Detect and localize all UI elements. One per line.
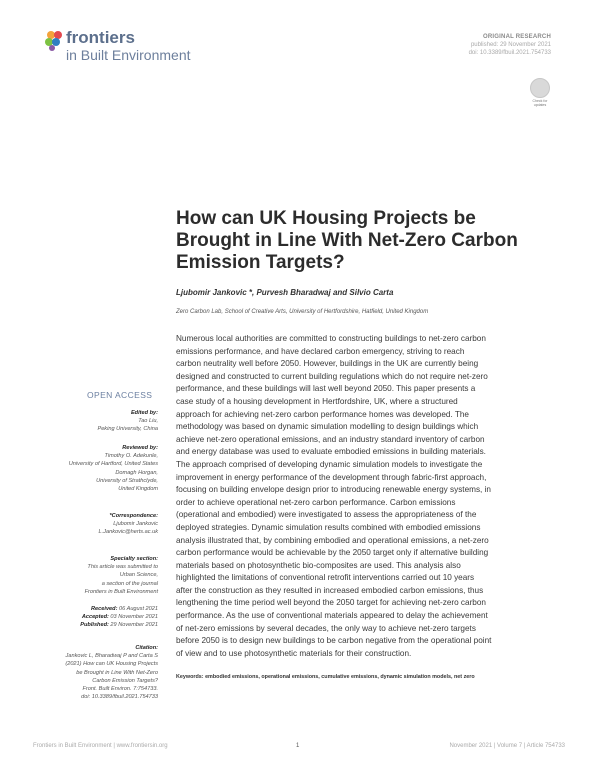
reviewer-affiliation: University of Strathclyde,: [96, 477, 158, 484]
citation-section: [30, 644, 158, 701]
published-label: Published:: [80, 622, 109, 629]
specialty-line: Urban Science,: [119, 572, 158, 579]
editor-name: Tao Liu,: [138, 418, 158, 425]
title-line: Emission Targets?: [176, 252, 345, 273]
abstract-line: case study of a housing development in Hertfordshire, UK, where a structured: [176, 396, 458, 406]
abstract-line: carbon neutrality well before 2050. However, buildings in the UK are currently being: [176, 359, 479, 369]
specialty-label: Specialty section:: [110, 556, 158, 562]
abstract-line: performance. As the use of conventional materials appeared to delay the achievement: [176, 611, 488, 621]
logo-wordmark: frontiers: [66, 28, 135, 47]
citation-line: Carbon Emission Targets?: [92, 677, 158, 684]
specialty-line: This article was submitted to: [87, 564, 158, 571]
dates-section: [30, 605, 158, 630]
article-type: ORIGINAL RESEARCH: [483, 34, 551, 40]
reviewer-affiliation: United Kingdom: [118, 486, 158, 493]
abstract-line: highlighted the limitations of conventional retrofit interventions carried out 10 years: [176, 573, 475, 583]
check-updates-label: Check for updates: [532, 99, 548, 107]
published-date: published: 29 November 2021: [470, 42, 551, 48]
received-label: Received:: [91, 606, 118, 612]
received-date: 06 August 2021: [119, 606, 158, 612]
abstract-line: focusing on building envelope design prior to introducing renewable energy systems, in: [176, 485, 491, 495]
abstract-line: lengthening the time period well beyond the 2050 target for achieving net-zero carbon: [176, 598, 486, 608]
frontiers-logo[interactable]: [44, 27, 244, 67]
footer-journal[interactable]: Frontiers in Built Environment | www.frontiersin.org: [33, 743, 168, 749]
specialty-line: Frontiers in Built Environment: [84, 588, 158, 595]
correspondence-section: [30, 512, 158, 537]
citation-line: Jankovic L, Bharadwaj P and Carta S: [65, 653, 158, 660]
abstract-line: achieve net-zero operational emissions, and an industry standard inventory of carbon: [176, 434, 485, 444]
frontiers-logo-icon: [44, 29, 66, 51]
abstract-line: carbon performance would be achievable by the 2050 target only if alternative building: [176, 548, 489, 558]
abstract-line: performance, and these buildings will last well beyond 2050. This paper presents a: [176, 384, 476, 394]
specialty-line: a section of the journal: [101, 580, 158, 587]
abstract-line: of view and to use photosynthetic materials for their construction.: [176, 648, 412, 658]
abstract-line: order to achieve operational net-zero carbon performance. Carbon emissions: [176, 497, 456, 507]
reviewer-name: Timothy O. Adekunle,: [104, 453, 158, 460]
article-title: [176, 208, 566, 274]
citation-line: be Brought in Line With Net-Zero: [76, 669, 158, 676]
citation-line: Front. Built Environ. 7:754733.: [82, 686, 158, 693]
keywords-list: embodied emissions, operational emissions, cumulative emissions, dynamic simulation models, net zero: [205, 674, 475, 680]
title-line: How can UK Housing Projects be: [176, 208, 476, 229]
author-list: Ljubomir Jankovic *, Purvesh Bharadwaj and Silvio Carta: [176, 288, 394, 297]
abstract-line: improvement in energy performance of the development through fabric-first approach,: [176, 472, 487, 482]
abstract-line: of net-zero emissions by several decades, the only way to achieve net-zero targets: [176, 623, 476, 633]
reviewer-affiliation: University of Hartford, United States: [68, 461, 158, 468]
published-date-side: 29 November 2021: [110, 622, 158, 629]
accepted-label: Accepted:: [81, 614, 109, 621]
reviewed-by-section: [30, 444, 158, 493]
abstract: [176, 333, 551, 660]
abstract-line: materials based on photosynthetic bio-composites are used. This analysis also: [176, 560, 461, 570]
abstract-line: methodology was based on dynamic simulation modelling to design buildings which: [176, 422, 479, 432]
author-affiliation: Zero Carbon Lab, School of Creative Arts, University of Hertfordshire, Hatfield, United Kingdom: [176, 309, 429, 315]
abstract-line: analysis illustrated that, by combining embodied and operational emissions, a net-zero: [176, 535, 489, 545]
abstract-line: deployed strategies. Dynamic simulation results combined with embodied emissions: [176, 522, 481, 532]
footer-page-number: 1: [296, 743, 300, 749]
article-meta: [351, 33, 551, 57]
abstract-line: after the construction as they resulted in increased embodied carbon emissions, thus: [176, 585, 484, 595]
abstract-line: (operational and embodied) were investigated to assess the appropriateness of the: [176, 510, 477, 520]
keywords-label: Keywords:: [176, 674, 204, 680]
correspondence-name: Ljubomir Jankovic: [113, 521, 158, 528]
journal-name: in Built Environment: [66, 47, 191, 63]
reviewer-name: Domagh Horgan,: [115, 469, 158, 476]
citation-line[interactable]: doi: 10.3389/fbuil.2021.754733: [81, 694, 158, 701]
accepted-date: 03 November 2021: [110, 614, 158, 621]
abstract-line: designed and constructed to current building regulations which do not require net-zero: [176, 371, 488, 381]
citation-line: (2021) How can UK Housing Projects: [65, 661, 158, 668]
abstract-line: and energy database was used to evaluate embodied emissions in building materials.: [176, 447, 486, 457]
abstract-line: before 2050 is to design new buildings to be carbon negative from the operational point: [176, 636, 492, 646]
edited-by-section: [30, 409, 158, 434]
keywords: [176, 674, 475, 680]
check-updates-icon: [530, 78, 550, 98]
open-access-label: OPEN ACCESS: [87, 390, 153, 400]
title-line: Brought in Line With Net-Zero Carbon: [176, 230, 518, 251]
correspondence-label: *Correspondence:: [109, 513, 158, 519]
article-doi[interactable]: doi: 10.3389/fbuil.2021.754733: [468, 50, 551, 56]
abstract-line: emissions performance, and have declared carbon emergency, striving to reach: [176, 346, 465, 356]
specialty-section: [30, 555, 158, 596]
editor-affiliation: Peking University, China: [97, 426, 158, 433]
citation-label: Citation:: [135, 645, 158, 651]
abstract-line: approach for achieving net-zero carbon performance homes was developed. The: [176, 409, 469, 419]
abstract-line: Numerous local authorities are committed to constructing buildings to net-zero carbon: [176, 334, 486, 343]
edited-by-label: Edited by:: [130, 410, 158, 416]
footer-volume: November 2021 | Volume 7 | Article 754733: [449, 743, 565, 749]
reviewed-by-label: Reviewed by:: [122, 445, 158, 451]
abstract-line: The approach comprised of developing dynamic simulation models to investigate the: [176, 459, 483, 469]
correspondence-email[interactable]: L.Jankovic@herts.ac.uk: [98, 529, 158, 536]
check-updates-badge[interactable]: [528, 78, 552, 107]
